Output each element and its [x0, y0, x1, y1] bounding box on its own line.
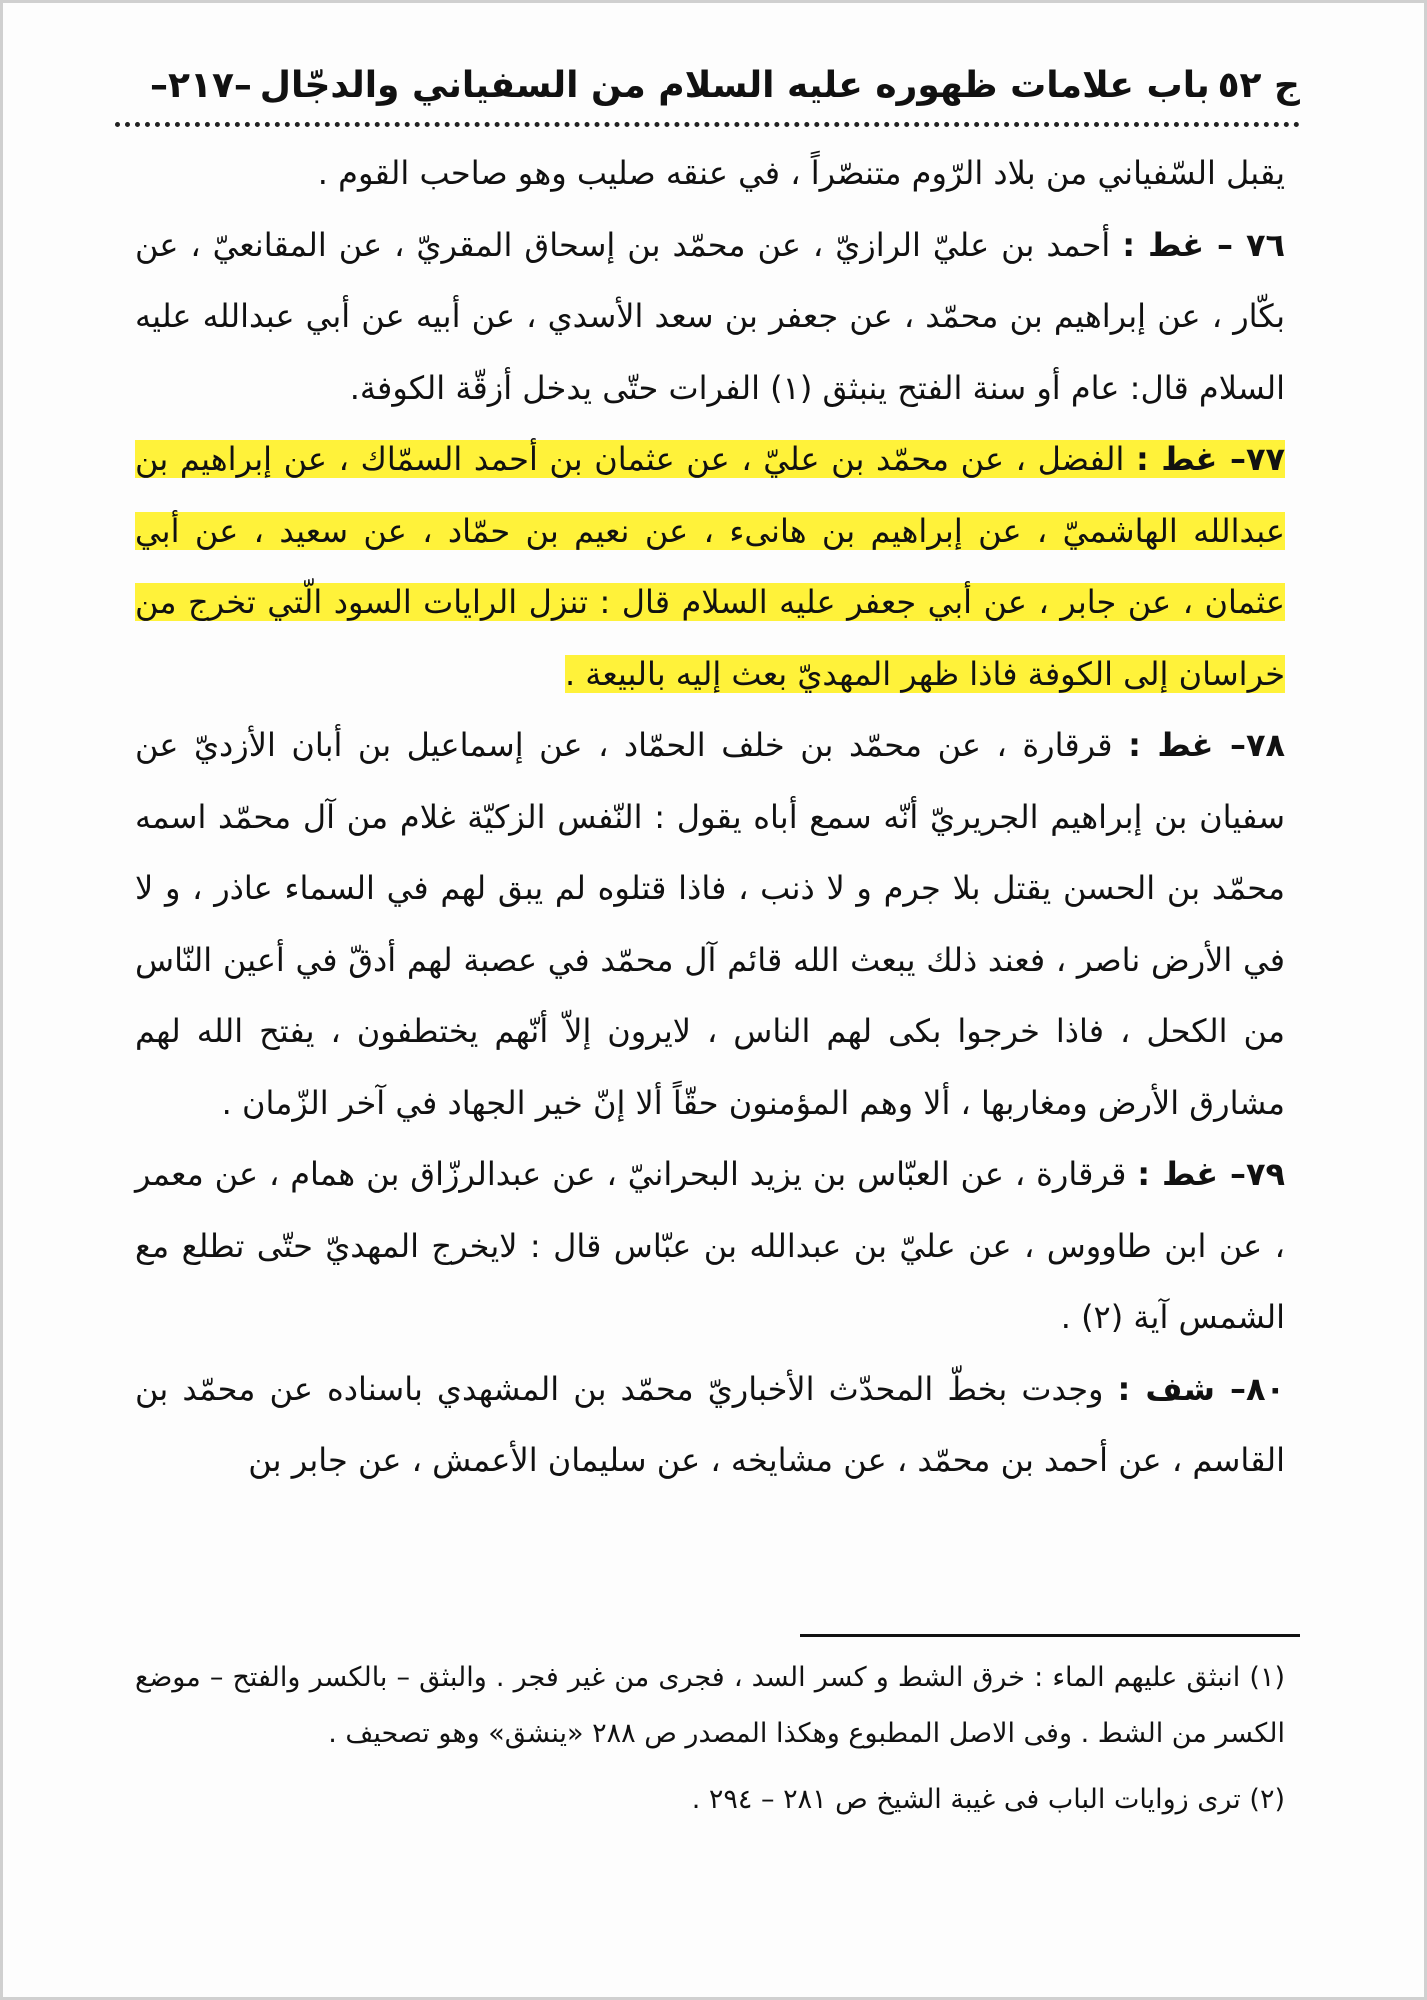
- hadith-76: [135, 210, 1285, 425]
- hadith-78: [135, 710, 1285, 1139]
- hadith-79: [135, 1139, 1285, 1354]
- header-dotted-rule: [115, 122, 1300, 127]
- paragraph-text: يقبل السّفياني من بلاد الرّوم متنصّراً ، في عنقه صليب وهو صاحب القوم .: [317, 154, 1285, 192]
- chapter-title: باب علامات ظهوره عليه السلام من السفياني والدجّال: [259, 64, 1210, 106]
- paragraph-continued: [135, 138, 1285, 210]
- hadith-text: الفضل ، عن محمّد بن عليّ ، عن عثمان بن أحمد السمّاك ، عن إبراهيم بن عبدالله الهاشميّ ، عن إبراهيم بن هانىء ، عن نعيم بن حمّاد ، عن سعيد ، عن أبي عثمان ، عن جابر ، عن أبي جعفر عليه السلام قال : تنزل الرايات السود الّتي تخرج من خراسان إلى الكوفة فاذا ظهر المهديّ بعث إليه بالبيعة .: [135, 440, 1285, 693]
- footnote-2: (٢) ترى زوايات الباب فى غيبة الشيخ ص ٢٨١ – ٢٩٤ .: [691, 1784, 1285, 1815]
- main-text: [135, 138, 1285, 1497]
- hadith-text: أحمد بن عليّ الرازيّ ، عن محمّد بن إسحاق المقريّ ، عن المقانعيّ ، عن بكّار ، عن إبراهيم بن محمّد ، عن جعفر بن سعد الأسدي ، عن أبيه عن أبي عبدالله عليه السلام قال: عام أو سنة الفتح ينبثق (١) الفرات حتّى يدخل أزقّة الكوفة.: [135, 225, 1285, 407]
- hadith-text: وجدت بخطّ المحدّث الأخباريّ محمّد بن المشهدي باسناده عن محمّد بن القاسم ، عن أحمد بن محمّد ، عن مشايخه ، عن سليمان الأعمش ، عن جابر بن: [135, 1369, 1285, 1479]
- hadith-77-highlighted: [135, 424, 1285, 710]
- volume-label: ج ٥٢: [1217, 64, 1300, 106]
- hadith-number: ٧٩– غط :: [1137, 1155, 1285, 1193]
- footnote-rule: [800, 1634, 1300, 1637]
- running-header: [150, 52, 1300, 118]
- hadith-80: [135, 1354, 1285, 1497]
- hadith-number: ٧٦ – غط :: [1122, 225, 1286, 264]
- hadith-number: ٨٠– شف :: [1117, 1369, 1286, 1408]
- hadith-text: قرقارة ، عن العبّاس بن يزيد البحرانيّ ، عن عبدالرزّاق بن همام ، عن معمر ، عن ابن طاووس ، عن عليّ بن عبدالله بن عبّاس قال : لايخرج المهديّ حتّى تطلع مع الشمس آية (٢) .: [135, 1155, 1285, 1336]
- hadith-number: ٧٨– غط :: [1128, 726, 1286, 764]
- highlight-mark: [135, 440, 1285, 693]
- footnotes: [135, 1650, 1285, 1828]
- page-number: –٢١٧–: [150, 64, 252, 106]
- footnote-1: (١) انبثق عليهم الماء : خرق الشط و كسر السد ، فجرى من غير فجر . والبثق – بالكسر والفتح – موضع الكسر من الشط . وفى الاصل المطبوع وهكذا المصدر ص ٢٨٨ «ينشق» وهو تصحيف .: [135, 1662, 1285, 1749]
- hadith-number: ٧٧– غط :: [1135, 440, 1286, 478]
- hadith-text: قرقارة ، عن محمّد بن خلف الحمّاد ، عن إسماعيل بن أبان الأزديّ عن سفيان بن إبراهيم الجريريّ أنّه سمع أباه يقول : النّفس الزكيّة غلام من آل محمّد اسمه محمّد بن الحسن يقتل بلا جرم و لا ذنب ، فاذا قتلوه لم يبق لهم في السماء عاذر ، و لا في الأرض ناصر ، فعند ذلك يبعث الله قائم آل محمّد في عصبة لهم أدقّ في أعين النّاس من الكحل ، فاذا خرجوا بكى لهم الناس ، لايرون إلاّ أنّهم يختطفون ، يفتح الله لهم مشارق الأرض ومغاربها ، ألا وهم المؤمنون حقّاً ألا إنّ خير الجهاد في آخر الزّمان .: [135, 726, 1285, 1122]
